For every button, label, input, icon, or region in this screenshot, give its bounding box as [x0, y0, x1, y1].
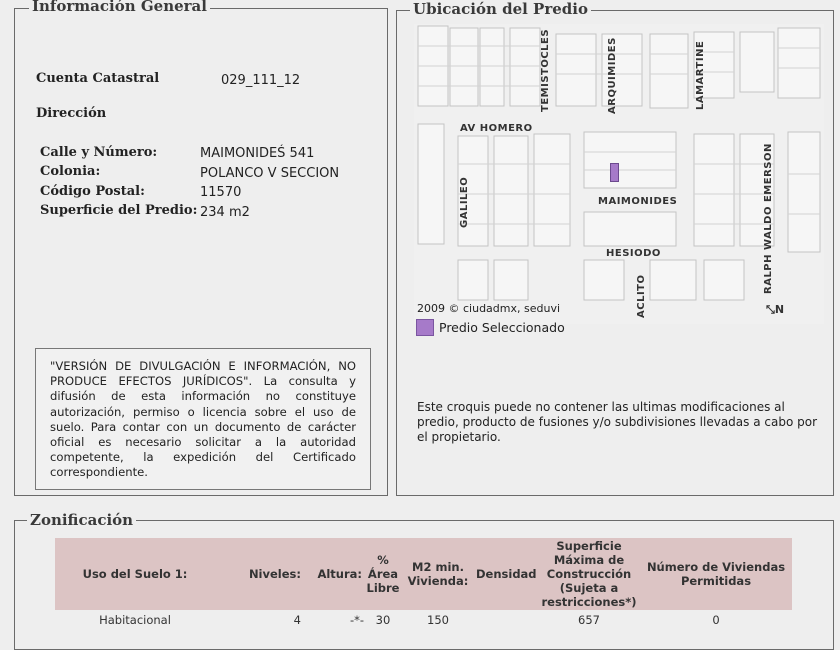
cell-num-viviendas: 0 [640, 610, 792, 630]
direccion-label: Dirección [36, 106, 107, 121]
zonificacion-legend: Zonificación [27, 511, 136, 529]
ubicacion-legend: Ubicación del Predio [410, 0, 591, 18]
street-ralph-waldo-emerson: RALPH WALDO EMERSON [763, 143, 774, 294]
street-lamartine: LAMARTINE [695, 40, 706, 110]
table-row [55, 610, 792, 630]
header-superficie-max: Superficie Máxima de Construcción (Sujeta a restricciones*) [538, 538, 640, 610]
street-maimonides: MAIMONIDES [598, 196, 678, 207]
selected-parcel[interactable] [610, 163, 619, 182]
header-m2-min: M2 min. Vivienda: [402, 538, 474, 610]
codigo-postal-value: 11570 [200, 185, 242, 200]
codigo-postal-label: Código Postal: [40, 184, 145, 199]
cell-uso: Habitacional [55, 610, 215, 630]
street-galileo: GALILEO [459, 176, 470, 228]
cell-area-libre: 30 [364, 610, 402, 630]
cell-niveles: 4 [215, 610, 307, 630]
header-niveles: Niveles: [215, 538, 307, 610]
cell-altura: -*- [307, 610, 364, 630]
cuenta-catastral-label: Cuenta Catastral [36, 71, 160, 86]
superficie-label: Superficie del Predio: [40, 203, 198, 218]
header-uso-suelo: Uso del Suelo 1: [55, 538, 215, 610]
street-av-homero: AV HOMERO [460, 123, 533, 134]
cell-m2-min: 150 [402, 610, 474, 630]
legal-notice-text: "VERSIÓN DE DIVULGACIÓN E INFORMACIÓN, NO PRODUCE EFECTOS JURÍDICOS". La consulta y difusión de esta información no constituye autorización, permiso o licencia sobre el uso de suelo. Para contar con un documento de carácter oficial es necesario solicitar a la autoridad competente, la expedición del Certificado correspondiente. [50, 359, 356, 480]
legal-notice-box [35, 348, 371, 490]
calle-label: Calle y Número: [40, 145, 158, 160]
cell-densidad [474, 610, 538, 630]
cell-superficie-max: 657 [538, 610, 640, 630]
selected-parcel-swatch-icon [416, 319, 434, 336]
colonia-label: Colonia: [40, 164, 101, 179]
map-copyright: 2009 © ciudadmx, seduvi [417, 302, 561, 315]
colonia-value: POLANCO V SECCION [200, 166, 340, 181]
cuenta-catastral-value: 029_111_12 [221, 73, 301, 88]
header-densidad: Densidad [474, 538, 538, 610]
map-legend-label: Predio Seleccionado [439, 320, 565, 335]
street-hesiodo: HESIODO [606, 248, 661, 259]
general-info-legend: Información General [29, 0, 210, 15]
calle-value: MAIMONIDEŚ 541 [200, 146, 315, 161]
header-num-viviendas: Número de Viviendas Permitidas [640, 538, 792, 610]
superficie-value: 234 m2 [200, 205, 250, 220]
street-arquimides: ARQUIMIDES [607, 37, 618, 114]
croquis-note: Este croquis puede no contener las ultimas modificaciones al predio, producto de fusiones y/o subdivisiones llevadas a cabo por el propietario. [417, 400, 818, 444]
street-temistocles: TEMISTOCLES [540, 28, 551, 112]
header-area-libre: % Área Libre [364, 538, 402, 610]
north-arrow-icon: ⤡N [766, 303, 785, 316]
zonificacion-table [55, 538, 792, 630]
street-aclito: ACLITO [636, 274, 647, 318]
table-header-row [55, 538, 792, 610]
header-altura: Altura: [307, 538, 364, 610]
